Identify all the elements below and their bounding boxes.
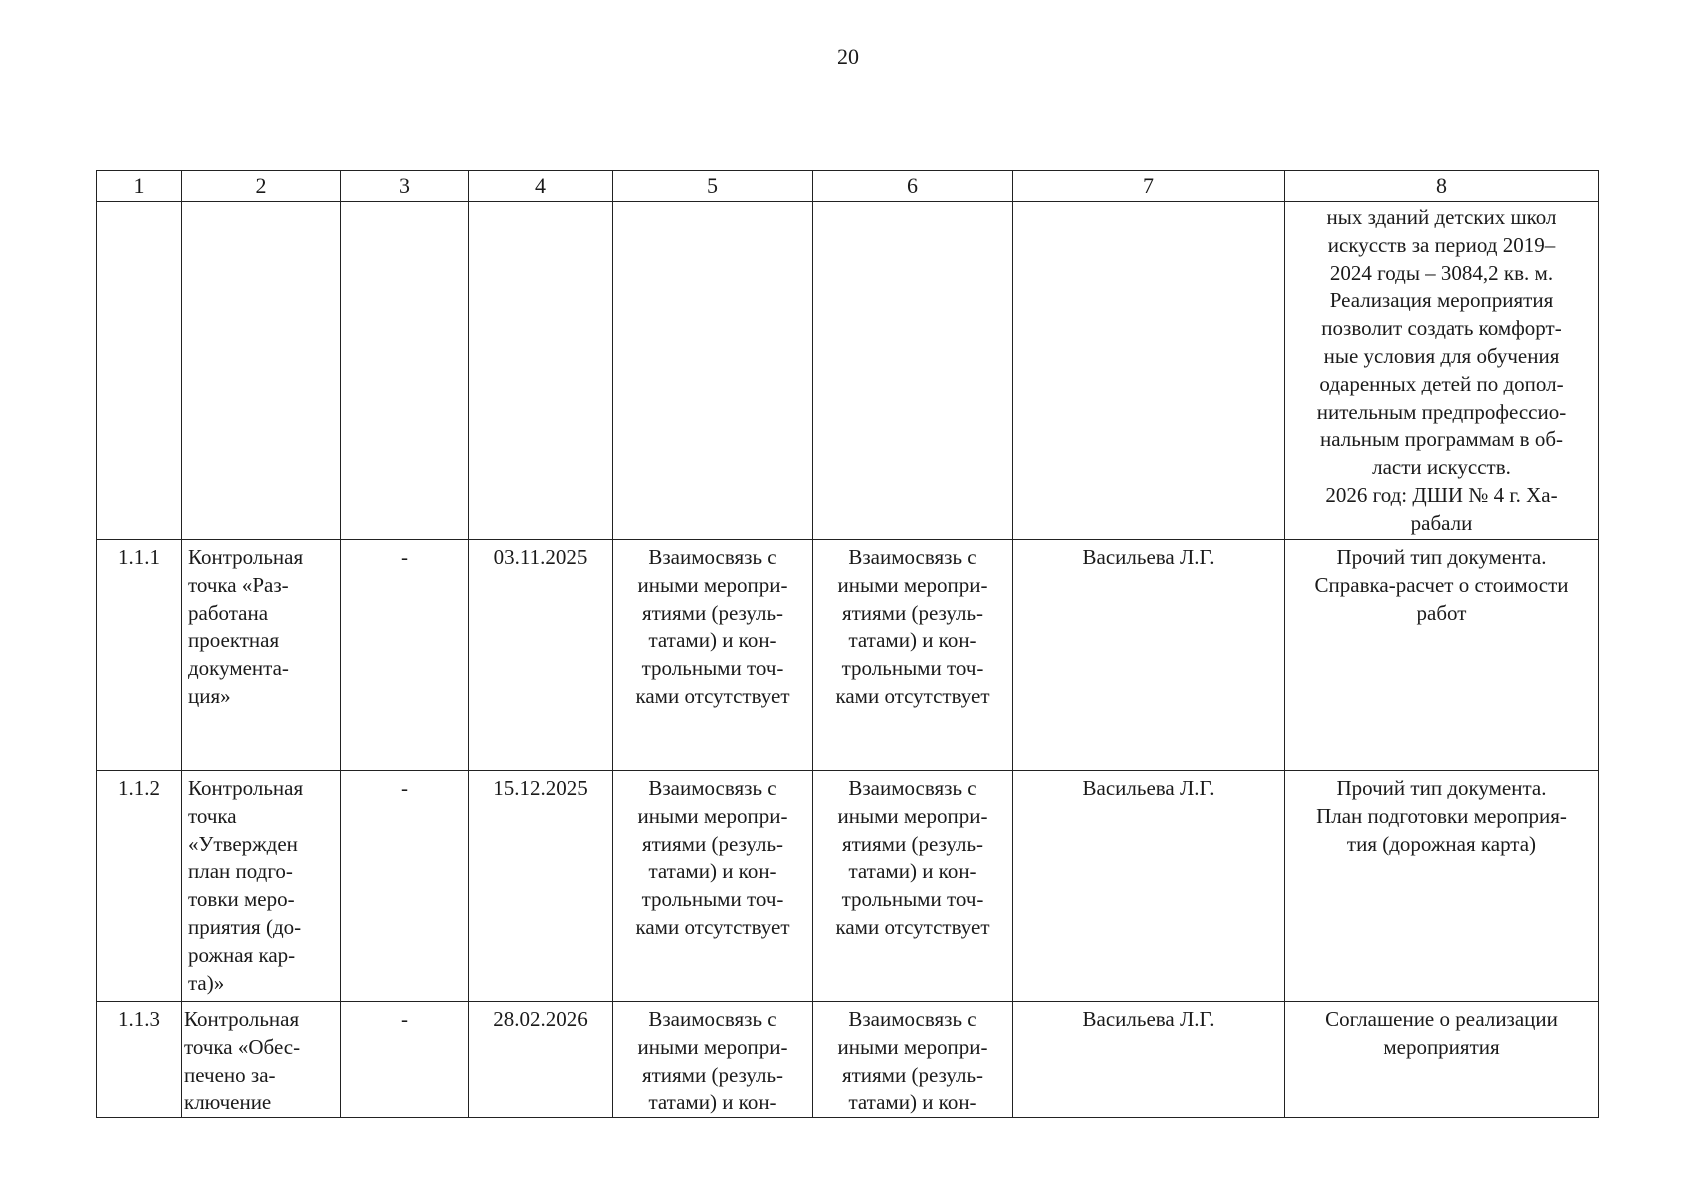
relation-cell: [613, 771, 813, 1002]
document-type-cell: [1285, 1002, 1599, 1118]
responsible-cell: Васильева Л.Г.: [1013, 771, 1285, 1002]
text-line: ция»: [188, 683, 231, 708]
header-cell-8: 8: [1285, 171, 1599, 202]
text-line: ключение: [184, 1090, 272, 1115]
text-line: трольными точ-: [841, 887, 984, 912]
predecessor-cell: -: [341, 771, 469, 1002]
predecessor-cell: -: [341, 540, 469, 771]
row-number: 1.1.2: [97, 771, 182, 1002]
row-number: 1.1.3: [97, 1002, 182, 1118]
responsible-cell: Васильева Л.Г.: [1013, 540, 1285, 771]
text-line: план подго-: [188, 859, 293, 884]
empty-cell: [341, 202, 469, 540]
header-cell-4: 4: [469, 171, 613, 202]
text-line: Реализация мероприятия: [1329, 288, 1554, 313]
text-line: ятиями (резуль-: [841, 1062, 984, 1087]
text-line: Прочий тип документа.: [1336, 545, 1547, 569]
text-line: рабали: [1410, 510, 1473, 535]
control-points-table: [96, 170, 1599, 1118]
text-line: Взаимосвязь с: [848, 545, 977, 569]
text-line: татами) и кон-: [848, 1090, 977, 1115]
text-line: ятиями (резуль-: [641, 600, 784, 625]
text-line: приятия (до-: [188, 914, 302, 939]
continuation-result-cell: [1285, 202, 1599, 540]
predecessor-cell: -: [341, 1002, 469, 1118]
text-line: татами) и кон-: [648, 859, 777, 884]
text-line: товки меро-: [188, 887, 295, 912]
text-line: трольными точ-: [641, 656, 784, 681]
control-point-name: [182, 1002, 341, 1118]
text-line: трольными точ-: [841, 656, 984, 681]
text-line: татами) и кон-: [648, 1090, 777, 1115]
text-line: нительным предпрофессио-: [1316, 399, 1567, 424]
text-line: рожная кар-: [188, 942, 296, 967]
date-cell: 03.11.2025: [469, 540, 613, 771]
date-cell: 15.12.2025: [469, 771, 613, 1002]
row-number: 1.1.1: [97, 540, 182, 771]
text-line: тия (дорожная карта): [1346, 831, 1537, 856]
header-cell-2: 2: [182, 171, 341, 202]
text-line: ками отсутствует: [835, 914, 990, 939]
continuation-row: [97, 202, 1599, 540]
control-point-name: [182, 540, 341, 771]
empty-cell: [1013, 202, 1285, 540]
text-line: ятиями (резуль-: [641, 1062, 784, 1087]
table-row: [97, 1002, 1599, 1118]
page-number: 20: [837, 44, 859, 69]
empty-cell: [97, 202, 182, 540]
relation-cell: [613, 540, 813, 771]
text-line: Взаимосвязь с: [648, 776, 777, 800]
responsible-cell: Васильева Л.Г.: [1013, 1002, 1285, 1118]
text-line: иными меропри-: [837, 1034, 988, 1059]
relation-cell: [813, 540, 1013, 771]
text-line: Прочий тип документа.: [1336, 776, 1547, 800]
table-row: [97, 771, 1599, 1002]
text-line: документа-: [188, 656, 289, 681]
text-line: татами) и кон-: [848, 628, 977, 653]
text-line: 2026 год: ДШИ № 4 г. Ха-: [1325, 482, 1558, 507]
text-line: ками отсутствует: [635, 914, 790, 939]
text-line: та)»: [188, 970, 225, 995]
text-line: иными меропри-: [837, 572, 988, 597]
text-line: Контрольная: [184, 1007, 300, 1031]
text-line: Контрольная: [188, 776, 304, 800]
header-row: [97, 171, 1599, 202]
text-line: ятиями (резуль-: [841, 831, 984, 856]
control-point-name: [182, 771, 341, 1002]
text-line: проектная: [188, 628, 280, 653]
text-line: Контрольная: [188, 545, 304, 569]
relation-cell: [613, 1002, 813, 1118]
text-line: мероприятия: [1383, 1034, 1500, 1059]
text-line: «Утвержден: [188, 831, 298, 856]
text-line: План подготовки мероприя-: [1316, 803, 1567, 828]
text-line: печено за-: [184, 1062, 276, 1087]
text-line: ками отсутствует: [835, 683, 990, 708]
text-line: нальным программам в об-: [1320, 427, 1563, 452]
text-line: иными меропри-: [637, 1034, 788, 1059]
text-line: позволит создать комфорт-: [1321, 316, 1562, 341]
empty-cell: [813, 202, 1013, 540]
text-line: Соглашение о реализации: [1325, 1007, 1558, 1031]
relation-cell: [813, 1002, 1013, 1118]
text-line: ятиями (резуль-: [841, 600, 984, 625]
document-type-cell: [1285, 771, 1599, 1002]
header-cell-5: 5: [613, 171, 813, 202]
text-line: Справка-расчет о стоимости: [1314, 572, 1569, 597]
date-cell: 28.02.2026: [469, 1002, 613, 1118]
text-line: иными меропри-: [837, 803, 988, 828]
text-line: искусств за период 2019–: [1327, 232, 1556, 257]
document-type-cell: [1285, 540, 1599, 771]
relation-cell: [813, 771, 1013, 1002]
table-row: [97, 540, 1599, 771]
text-line: ятиями (резуль-: [641, 831, 784, 856]
text-line: ные условия для обучения: [1323, 343, 1560, 368]
text-line: ласти искусств.: [1372, 455, 1511, 480]
text-line: 2024 годы – 3084,2 кв. м.: [1329, 260, 1554, 285]
text-line: иными меропри-: [637, 803, 788, 828]
header-cell-1: 1: [97, 171, 182, 202]
text-line: Взаимосвязь с: [648, 545, 777, 569]
text-line: Взаимосвязь с: [648, 1007, 777, 1031]
text-line: одаренных детей по допол-: [1319, 371, 1564, 396]
header-cell-7: 7: [1013, 171, 1285, 202]
text-line: ками отсутствует: [635, 683, 790, 708]
text-line: точка «Обес-: [184, 1034, 301, 1059]
text-line: иными меропри-: [637, 572, 788, 597]
text-line: работана: [188, 600, 269, 625]
text-line: ных зданий детских школ: [1326, 205, 1557, 229]
text-line: точка «Раз-: [188, 572, 289, 597]
text-line: татами) и кон-: [648, 628, 777, 653]
text-line: Взаимосвязь с: [848, 776, 977, 800]
empty-cell: [613, 202, 813, 540]
text-line: работ: [1416, 600, 1467, 625]
text-line: точка: [188, 803, 237, 828]
text-line: трольными точ-: [641, 887, 784, 912]
header-cell-6: 6: [813, 171, 1013, 202]
header-cell-3: 3: [341, 171, 469, 202]
text-line: татами) и кон-: [848, 859, 977, 884]
empty-cell: [182, 202, 341, 540]
text-line: Взаимосвязь с: [848, 1007, 977, 1031]
empty-cell: [469, 202, 613, 540]
